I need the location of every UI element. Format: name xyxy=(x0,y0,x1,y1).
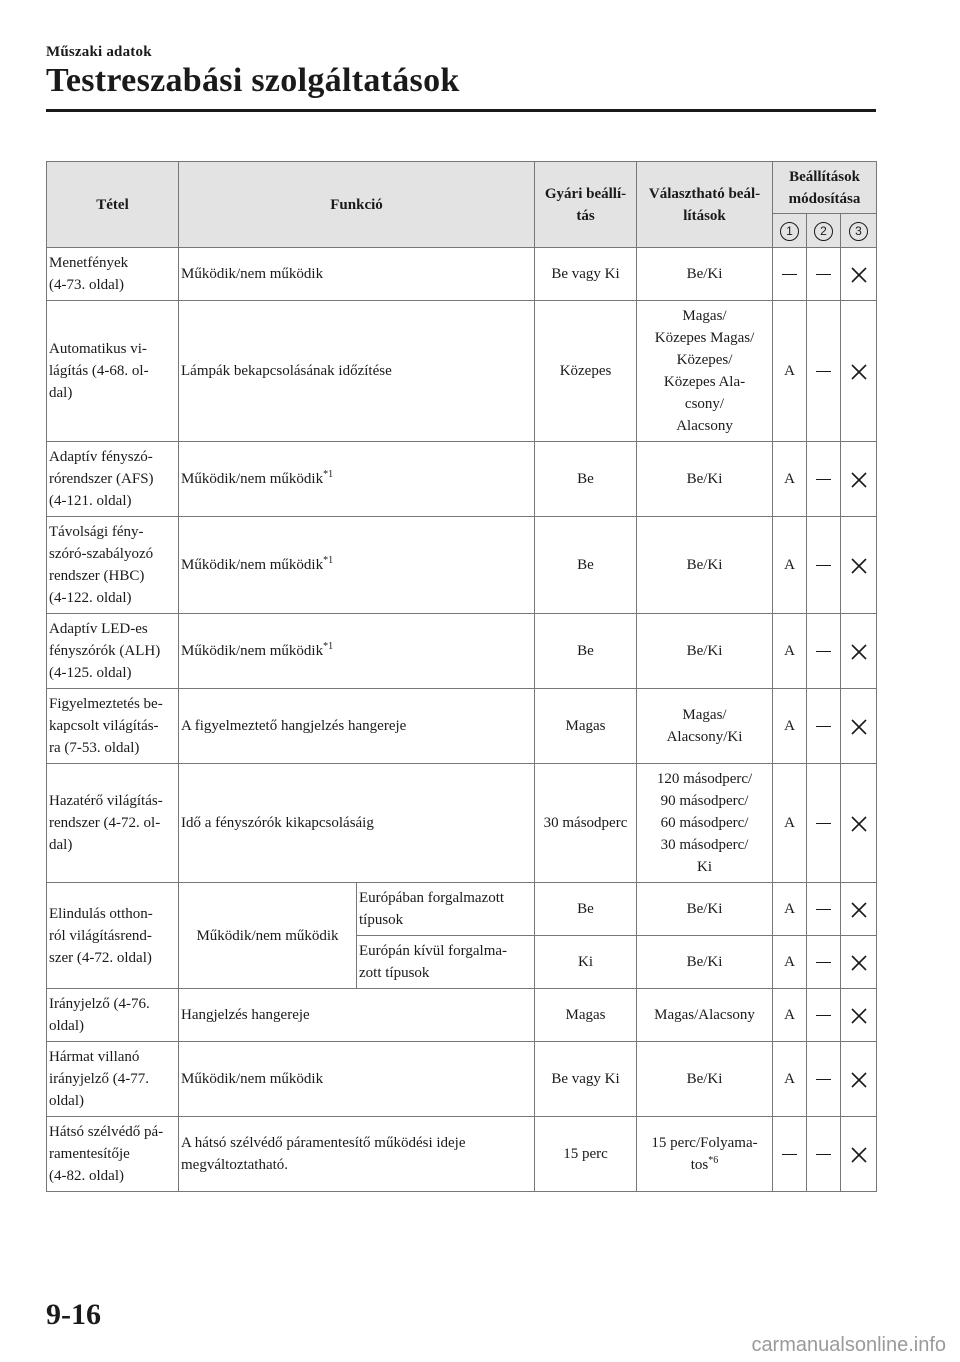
not-applicable-cell xyxy=(807,883,841,936)
footnote-marker: *1 xyxy=(323,555,334,566)
item-cell: Figyelmeztetés be- kapcsolt világítás- ra (7-53. oldal) xyxy=(47,689,179,764)
function-cell xyxy=(179,442,535,517)
method-3-header xyxy=(841,214,877,248)
selectable-settings-cell: Magas/ Alacsony/Ki xyxy=(637,689,773,764)
selectable-settings-cell: Be/Ki xyxy=(637,517,773,614)
not-available-cell xyxy=(841,689,877,764)
watermark: carmanualsonline.info xyxy=(751,1334,946,1356)
market-variant-cell: Európában forgalmazott típusok xyxy=(357,883,535,936)
function-cell: A figyelmeztető hangjelzés hangereje xyxy=(179,689,535,764)
cross-icon xyxy=(851,267,867,283)
not-applicable-cell xyxy=(807,936,841,989)
cross-icon xyxy=(851,1147,867,1163)
cross-icon xyxy=(851,902,867,918)
function-cell: A hátsó szélvédő páramentesítő működési ideje megváltoztatható. xyxy=(179,1117,535,1192)
not-available-cell xyxy=(841,764,877,883)
not-available-cell xyxy=(841,442,877,517)
method-2-header xyxy=(807,214,841,248)
table-row xyxy=(47,1042,877,1117)
factory-setting-cell: Ki xyxy=(535,936,637,989)
dash-icon xyxy=(816,1079,831,1081)
title-rule xyxy=(46,109,876,112)
selectable-settings-cell: Be/Ki xyxy=(637,936,773,989)
function-cell: Idő a fényszórók kikapcsolásáig xyxy=(179,764,535,883)
method-available-cell: A xyxy=(773,989,807,1042)
function-cell: Működik/nem működik xyxy=(179,883,357,989)
item-cell: Elindulás otthon- ról világításrend- szer (4-72. oldal) xyxy=(47,883,179,989)
table-row xyxy=(47,764,877,883)
function-cell xyxy=(179,517,535,614)
function-cell: Hangjelzés hangereje xyxy=(179,989,535,1042)
cross-icon xyxy=(851,1008,867,1024)
function-cell-text: Működik/nem működik xyxy=(181,643,324,659)
dash-icon xyxy=(816,823,831,825)
dash-icon xyxy=(816,371,831,373)
function-cell: Működik/nem működik xyxy=(179,1042,535,1117)
cross-icon xyxy=(851,364,867,380)
item-cell: Adaptív LED-es fényszórók (ALH) (4-125. oldal) xyxy=(47,614,179,689)
not-available-cell xyxy=(841,1117,877,1192)
selectable-settings-cell: Magas/Alacsony xyxy=(637,989,773,1042)
factory-setting-cell: Magas xyxy=(535,689,637,764)
cross-icon xyxy=(851,644,867,660)
cross-icon xyxy=(851,719,867,735)
selectable-settings-cell: Be/Ki xyxy=(637,1042,773,1117)
not-available-cell xyxy=(841,614,877,689)
table-row xyxy=(47,1117,877,1192)
method-available-cell: A xyxy=(773,517,807,614)
method-available-cell: A xyxy=(773,936,807,989)
selectable-settings-cell-text: 15 perc/Folyama- tos xyxy=(651,1135,758,1173)
section-label: Műszaki adatok xyxy=(46,44,152,60)
method-available-cell: A xyxy=(773,614,807,689)
circled-3-icon: 3 xyxy=(849,222,868,241)
function-cell-text: Működik/nem működik xyxy=(181,471,324,487)
item-cell: Automatikus vi- lágítás (4-68. ol- dal) xyxy=(47,301,179,442)
method-available-cell: A xyxy=(773,301,807,442)
not-available-cell xyxy=(841,883,877,936)
dash-icon xyxy=(816,962,831,964)
not-available-cell xyxy=(841,301,877,442)
table-row xyxy=(47,989,877,1042)
footnote-marker: *1 xyxy=(323,469,334,480)
column-header-selectable: Választható beál- lítások xyxy=(637,162,773,248)
dash-icon xyxy=(782,274,797,276)
column-header-item: Tétel xyxy=(47,162,179,248)
page-number: 9-16 xyxy=(46,1298,101,1331)
cross-icon xyxy=(851,816,867,832)
dash-icon xyxy=(816,565,831,567)
dash-icon xyxy=(816,479,831,481)
table-row xyxy=(47,301,877,442)
not-applicable-cell xyxy=(807,517,841,614)
factory-setting-cell: Be vagy Ki xyxy=(535,248,637,301)
market-variant-cell: Európán kívül forgalma- zott típusok xyxy=(357,936,535,989)
item-cell: Hazatérő világítás- rendszer (4-72. ol- dal) xyxy=(47,764,179,883)
function-cell: Lámpák bekapcsolásának időzítése xyxy=(179,301,535,442)
dash-icon xyxy=(816,274,831,276)
method-available-cell: A xyxy=(773,689,807,764)
selectable-settings-cell xyxy=(637,1117,773,1192)
factory-setting-cell: Be xyxy=(535,442,637,517)
item-cell: Irányjelző (4-76. oldal) xyxy=(47,989,179,1042)
dash-icon xyxy=(816,726,831,728)
not-applicable-cell xyxy=(807,301,841,442)
dash-icon xyxy=(816,1015,831,1017)
not-available-cell xyxy=(841,517,877,614)
function-cell: Működik/nem működik xyxy=(179,248,535,301)
selectable-settings-cell: 120 másodperc/ 90 másodperc/ 60 másodperc/ 30 másodperc/ Ki xyxy=(637,764,773,883)
method-available-cell: A xyxy=(773,1042,807,1117)
column-header-function: Funkció xyxy=(179,162,535,248)
dash-icon xyxy=(816,1154,831,1156)
column-header-factory: Gyári beállí- tás xyxy=(535,162,637,248)
table-row xyxy=(47,517,877,614)
method-1-header xyxy=(773,214,807,248)
dash-icon xyxy=(816,651,831,653)
not-applicable-cell xyxy=(773,1117,807,1192)
table-row xyxy=(47,689,877,764)
selectable-settings-cell: Be/Ki xyxy=(637,248,773,301)
item-cell: Hármat villanó irányjelző (4-77. oldal) xyxy=(47,1042,179,1117)
not-applicable-cell xyxy=(807,764,841,883)
not-available-cell xyxy=(841,1042,877,1117)
item-cell: Menetfények (4-73. oldal) xyxy=(47,248,179,301)
selectable-settings-cell: Be/Ki xyxy=(637,883,773,936)
footnote-marker: *6 xyxy=(708,1155,719,1166)
circled-2-icon: 2 xyxy=(814,222,833,241)
method-available-cell: A xyxy=(773,442,807,517)
factory-setting-cell: Be vagy Ki xyxy=(535,1042,637,1117)
factory-setting-cell: Be xyxy=(535,517,637,614)
table-row xyxy=(47,248,877,301)
factory-setting-cell: Közepes xyxy=(535,301,637,442)
not-applicable-cell xyxy=(807,1042,841,1117)
not-applicable-cell xyxy=(807,1117,841,1192)
method-available-cell: A xyxy=(773,764,807,883)
cross-icon xyxy=(851,558,867,574)
dash-icon xyxy=(816,909,831,911)
factory-setting-cell: Be xyxy=(535,614,637,689)
cross-icon xyxy=(851,955,867,971)
not-applicable-cell xyxy=(807,614,841,689)
method-available-cell: A xyxy=(773,883,807,936)
not-available-cell xyxy=(841,989,877,1042)
table-row xyxy=(47,883,877,936)
not-available-cell xyxy=(841,936,877,989)
table-row xyxy=(47,614,877,689)
factory-setting-cell: Be xyxy=(535,883,637,936)
not-applicable-cell xyxy=(807,248,841,301)
dash-icon xyxy=(782,1154,797,1156)
function-cell-text: Működik/nem működik xyxy=(181,557,324,573)
factory-setting-cell: Magas xyxy=(535,989,637,1042)
factory-setting-cell: 15 perc xyxy=(535,1117,637,1192)
not-applicable-cell xyxy=(807,989,841,1042)
cross-icon xyxy=(851,1072,867,1088)
item-cell: Hátsó szélvédő pá- ramentesítője (4-82. oldal) xyxy=(47,1117,179,1192)
selectable-settings-cell: Be/Ki xyxy=(637,614,773,689)
selectable-settings-cell: Be/Ki xyxy=(637,442,773,517)
selectable-settings-cell: Magas/ Közepes Magas/ Közepes/ Közepes Ala- csony/ Alacsony xyxy=(637,301,773,442)
function-cell xyxy=(179,614,535,689)
circled-1-icon: 1 xyxy=(780,222,799,241)
cross-icon xyxy=(851,472,867,488)
item-cell: Adaptív fényszó- rórendszer (AFS) (4-121. oldal) xyxy=(47,442,179,517)
item-cell: Távolsági fény- szóró-szabályozó rendszer (HBC) (4-122. oldal) xyxy=(47,517,179,614)
footnote-marker: *1 xyxy=(323,641,334,652)
page-title: Testreszabási szolgáltatások xyxy=(46,62,460,99)
not-applicable-cell xyxy=(807,689,841,764)
not-applicable-cell xyxy=(807,442,841,517)
customization-table xyxy=(46,161,877,1192)
not-available-cell xyxy=(841,248,877,301)
column-header-change: Beállítások módosítása xyxy=(773,162,877,214)
table-row xyxy=(47,442,877,517)
not-applicable-cell xyxy=(773,248,807,301)
factory-setting-cell: 30 másodperc xyxy=(535,764,637,883)
